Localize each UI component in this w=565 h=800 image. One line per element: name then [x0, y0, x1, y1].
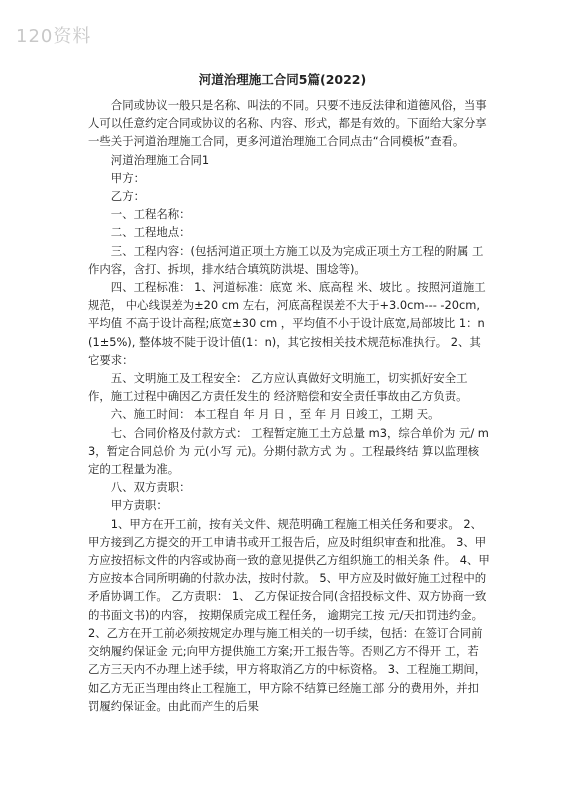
paragraph: 合同或协议一般只是名称、叫法的不同。只要不违反法律和道德风俗，当事人可以任意约定合同或协议的名称、内容、形式，都是有效的。下面给大家分享一些关于河道治理施工合同，更多河道治理施工合同点击“合同模板”查看。	[88, 98, 487, 149]
paragraph: 甲方：	[110, 170, 145, 185]
paragraph: 五、文明施工及工程安全： 乙方应认真做好文明施工，切实抓好安全工作，施工过程中确因乙方责任发生的 经济赔偿和安全责任事故由乙方负责。	[88, 371, 468, 404]
paragraph: 乙方：	[110, 189, 145, 204]
paragraph: 河道治理施工合同1	[110, 152, 210, 167]
paragraph: 六、施工时间： 本工程自 年 月 日 ，至 年 月 日竣工，工期 天。	[110, 407, 440, 422]
paragraph: 八、双方责职：	[110, 480, 191, 495]
document-title: 河道治理施工合同5篇(2022)	[198, 72, 367, 87]
paragraph: 三、工程内容：(包括河道正项土方施工以及为完成正项土方工程的附属 工作内容，含打、拆坝，排水结合填筑防洪堤、围埝等)。	[88, 243, 484, 276]
document-body	[88, 96, 490, 715]
paragraph: 四、工程标准： 1、河道标准：底宽 米、底高程 米、坡比 。按照河道施工规范， 中心线误差为±20 cm 左右，河底高程误差不大于+3.0cm--- -20cm,平均值 不高于设计高程;底宽±30 cm ，平均值不小于设计底宽,局部坡比 1：n(1±5%), 整体坡不陡于设计值(1：n)，其它按相关技术规范标准执行。 2、其它要求：	[88, 280, 486, 367]
paragraph: 七、合同价格及付款方式： 工程暂定施工土方总量 m3，综合单价为 元/ m3，暂定合同总价 为 元(小写 元)。分期付款方式 为 。工程最终结 算以监理核定的工程量为准。	[88, 425, 489, 477]
paragraph: 一、工程名称：	[110, 207, 191, 222]
paragraph: 二、工程地点：	[110, 225, 191, 240]
watermark: 120资料	[16, 26, 92, 47]
paragraph: 1、甲方在开工前，按有关文件、规范明确工程施工相关任务和要求。 2、甲方接到乙方提交的开工申请书或开工报告后，应及时组织审查和批准。 3、甲方应按招标文件的内容或协商一致的意见提供乙方组织施工的相关条 件。 4、甲方应按本合同所明确的付款办法，按时付款。 5、甲方应及时做好施工过程中的矛盾协调工作。 乙方责职： 1、 乙方保证按合同(含招投标文件、双方协商一致的书面文书)的内容， 按期保质完成工程任务， 逾期完工按 元/天扣罚违约金。 2、乙方在开工前必须按规定办理与施工相关的一切手续，包括：在签订合同前 交纳履约保证金 元;向甲方提供施工方案;开工报告等。否则乙方不得开 工，若乙方三天内不办理上述手续，甲方将取消乙方的中标资格。 3、工程施工期间，如乙方无正当理由终止工程施工，甲方除不结算已经施工部 分的费用外，并扣罚履约保证金。由此而产生的后果	[88, 516, 490, 713]
paragraph: 甲方责职：	[110, 498, 168, 513]
